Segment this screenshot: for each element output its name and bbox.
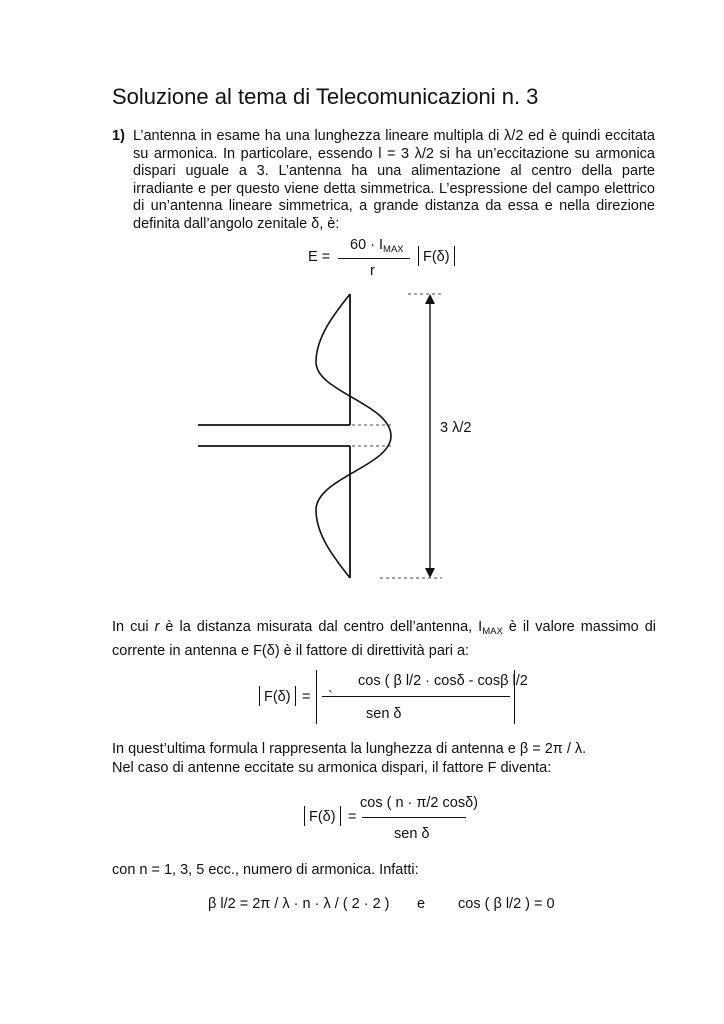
- formula-equals: =: [348, 809, 357, 825]
- section1-line: di un’antenna lineare simmetrica, a grande distanza da essa e nella direzione: [133, 198, 655, 215]
- length-label: 3 λ/2: [440, 420, 472, 436]
- para2-text: è il valore massimo di corrente in antenna e F(δ) è il fattore di direttività pari a:: [112, 619, 657, 659]
- formula-subscript: MAX: [383, 244, 404, 255]
- section1-line: definita dall’angolo zenitale δ, è:: [133, 215, 340, 232]
- item-number: 1): [112, 128, 125, 144]
- formula-left: β l/2 = 2π / λ · n · λ / ( 2 · 2 ): [208, 896, 390, 912]
- formula-connector: e: [417, 896, 426, 912]
- section1-line: dispari uguale a 3. L’antenna ha una alimentazione al centro della parte: [133, 163, 655, 180]
- formula-right: cos ( β l/2 ) = 0: [458, 896, 555, 912]
- abs-bar-right: [340, 806, 341, 826]
- formula-numerator: cos ( n · π/2 cosδ): [360, 795, 478, 811]
- formula-lhs: F(δ): [309, 809, 336, 825]
- formula-numerator-text: 60 · I: [350, 237, 384, 253]
- abs-bar-left: [259, 686, 260, 706]
- para2-subscript: MAX: [482, 626, 503, 637]
- paragraph-definition: [112, 618, 656, 660]
- fraction-line: [322, 696, 510, 697]
- fraction-line: [362, 817, 466, 818]
- current-distribution-curve: [316, 294, 391, 578]
- para2-text: è la distanza misurata dal centro dell’antenna, I: [159, 619, 483, 635]
- formula-equals: =: [302, 689, 311, 705]
- section1-line: L’antenna in esame ha una lunghezza lineare multipla di λ/2 ed è quindi eccitata: [133, 128, 655, 144]
- abs-bar-left: [304, 806, 305, 826]
- abs-bar-right: [295, 686, 296, 706]
- para2-r: r: [154, 619, 160, 635]
- formula-lhs: E =: [308, 249, 331, 265]
- page-title: Soluzione al tema di Telecomunicazioni n. 3: [112, 84, 539, 109]
- paragraph-line: In quest’ultima formula l rappresenta la lunghezza di antenna e β = 2π / λ.: [112, 741, 587, 757]
- formula-factor: F(δ): [423, 249, 450, 265]
- paragraph-line: Nel caso di antenne eccitate su armonica dispari, il fattore F diventa:: [112, 760, 552, 776]
- arrow-head-up: [425, 294, 435, 304]
- section1-line: su armonica. In particolare, essendo l = 3 λ/2 si ha un’eccitazione su armonica: [133, 145, 655, 162]
- formula-denominator: sen δ: [394, 826, 430, 842]
- formula-denominator: r: [370, 263, 375, 279]
- formula-tick: `: [328, 689, 333, 705]
- para2-text: In cui: [112, 619, 155, 635]
- formula-denominator: sen δ: [366, 706, 402, 722]
- formula-numerator: cos ( β l/2 · cosδ - cosβ l/2: [358, 673, 528, 689]
- paragraph-line: con n = 1, 3, 5 ecc., numero di armonica. Infatti:: [112, 862, 419, 878]
- big-abs-bar-right: [514, 670, 515, 724]
- arrow-head-down: [425, 568, 435, 578]
- section1-line: irradiante e per questo viene detta simmetrica. L’espressione del campo elettrico: [133, 180, 655, 197]
- formula-lhs: F(δ): [264, 689, 291, 705]
- big-abs-bar-left: [316, 670, 317, 724]
